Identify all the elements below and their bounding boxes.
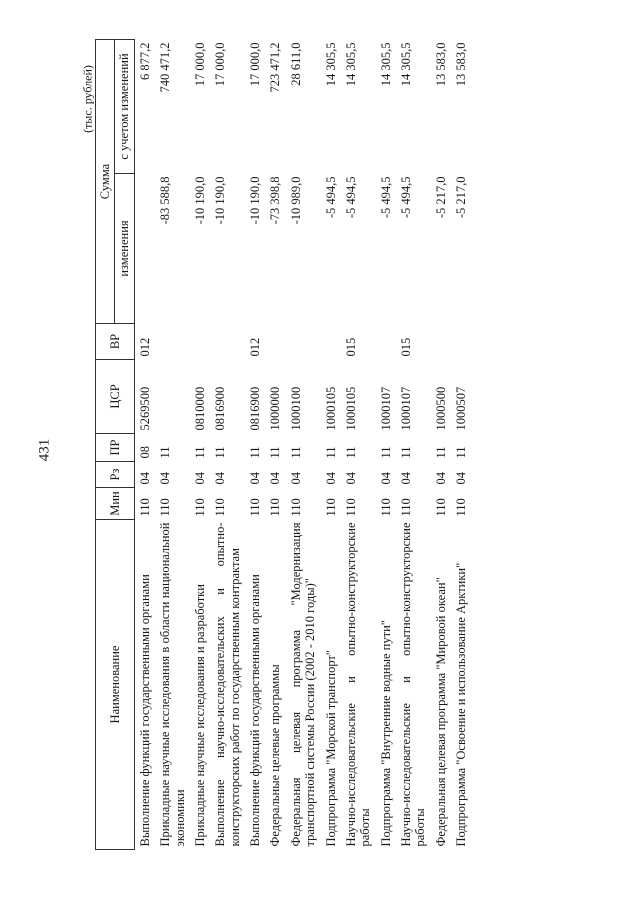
row-rz: 04: [378, 472, 393, 485]
row-changes: -5 217,0: [454, 176, 469, 219]
row-vr: 012: [248, 337, 262, 357]
row-rz: 04: [433, 472, 448, 485]
header-with-changes: с учетом изменений: [115, 40, 134, 174]
rotated-table-wrapper: [95, 40, 565, 850]
row-name: Федеральные целевые программы: [268, 664, 283, 847]
table-row: [265, 40, 285, 850]
row-name: Научно-исследовательские и опытно-конструкторские работы: [399, 522, 428, 847]
row-csr: [155, 360, 190, 434]
table-row: [210, 40, 245, 850]
row-pr: 11: [399, 446, 413, 459]
table-row: [396, 40, 431, 850]
row-total: 6 877,2: [137, 42, 152, 80]
row-vr: 012: [137, 337, 152, 357]
table-row: [451, 40, 471, 850]
row-name: Выполнение научно-исследовательских и опытно-конструкторских работ по государственным контрактам: [213, 522, 242, 847]
row-rz: 04: [399, 472, 413, 485]
row-rz: 04: [213, 472, 228, 485]
table-row: [155, 40, 190, 850]
row-min: 110: [323, 498, 338, 517]
table-body: [134, 40, 471, 850]
row-name: Федеральная целевая программа "Модернизация транспортной системы России (2002 - 2010 годы)": [288, 522, 318, 847]
row-min: 110: [213, 498, 228, 517]
row-min: 110: [248, 498, 262, 517]
row-pr: 08: [137, 446, 152, 459]
row-csr: 1000105: [323, 386, 338, 431]
row-pr: 11: [323, 446, 338, 459]
row-name: Подпрограмма "Морской транспорт": [323, 650, 338, 847]
table-row: [190, 40, 210, 850]
row-changes: -10 190,0: [248, 176, 262, 225]
row-csr: 1000500: [433, 386, 448, 431]
row-csr: 0810000: [192, 386, 207, 431]
row-name: Выполнение функций государственными органами: [137, 574, 152, 847]
row-changes: -5 217,0: [433, 176, 448, 219]
row-name: Выполнение функций государственными органами: [248, 574, 262, 847]
row-changes: -5 494,5: [378, 176, 393, 219]
row-min: 110: [288, 498, 303, 517]
table-row: [134, 40, 155, 850]
row-changes: -10 190,0: [192, 176, 207, 225]
header-min: Мин: [96, 488, 135, 520]
row-rz: 04: [343, 472, 358, 485]
row-total: 740 471,2: [158, 42, 173, 93]
row-rz: 04: [192, 472, 207, 485]
row-changes: -5 494,5: [323, 176, 338, 219]
row-pr: 11: [343, 446, 358, 459]
row-rz: 04: [137, 472, 152, 485]
header-csr: ЦСР: [96, 360, 135, 434]
row-pr: 11: [248, 446, 262, 459]
row-csr: 1000107: [399, 386, 413, 431]
header-vr: ВР: [96, 324, 135, 360]
row-name: Прикладные научные исследования и разработки: [192, 584, 207, 847]
row-min: 110: [433, 498, 448, 517]
row-changes: -10 190,0: [213, 176, 228, 225]
row-changes: -5 494,5: [343, 176, 358, 219]
row-vr: [321, 324, 341, 360]
table-row: [376, 40, 396, 850]
row-pr: 11: [192, 446, 207, 459]
row-min: 110: [268, 498, 283, 517]
row-total: 14 305,5: [378, 42, 393, 87]
row-vr: [376, 324, 396, 360]
row-total: 13 583,0: [454, 42, 469, 87]
row-total: 13 583,0: [433, 42, 448, 87]
row-csr: 0816900: [213, 386, 228, 431]
units-note: (тыс. рублей): [80, 65, 95, 133]
row-rz: 04: [158, 472, 173, 485]
row-rz: 04: [268, 472, 283, 485]
row-vr: 015: [399, 337, 413, 357]
row-rz: 04: [323, 472, 338, 485]
row-total: 17 000,0: [213, 42, 228, 87]
row-changes: -73 398,8: [268, 176, 283, 225]
table-row: [321, 40, 341, 850]
row-csr: 0816900: [248, 386, 262, 431]
row-name: Подпрограмма "Внутренние водные пути": [378, 620, 393, 847]
row-min: 110: [158, 498, 173, 517]
row-vr: [155, 324, 190, 360]
row-changes: -83 588,8: [158, 176, 173, 225]
row-total: 28 611,0: [288, 42, 303, 86]
row-name: Научно-исследовательские и опытно-конструкторские работы: [343, 522, 373, 847]
row-pr: 11: [454, 446, 469, 459]
row-pr: 11: [268, 446, 283, 459]
table-row: [341, 40, 376, 850]
row-vr: [451, 324, 471, 360]
row-total: 14 305,5: [323, 42, 338, 87]
row-changes: -10 989,0: [288, 176, 303, 225]
row-changes: -5 494,5: [399, 176, 413, 219]
row-min: 110: [192, 498, 207, 517]
row-rz: 04: [288, 472, 303, 485]
page-number: 431: [36, 438, 53, 462]
row-vr: 015: [343, 337, 358, 357]
row-name: Федеральная целевая программа "Мировой океан": [433, 577, 448, 847]
row-name: Подпрограмма "Освоение и использование Арктики": [454, 562, 469, 847]
table-row: [245, 40, 265, 850]
row-min: 110: [454, 498, 469, 517]
row-total: 14 305,5: [343, 42, 358, 87]
row-pr: 11: [378, 446, 393, 459]
row-rz: 04: [454, 472, 469, 485]
row-pr: 11: [213, 446, 228, 459]
row-min: 110: [137, 498, 152, 517]
row-pr: 11: [158, 446, 173, 459]
row-total: 14 305,5: [399, 42, 413, 87]
row-min: 110: [343, 498, 358, 517]
row-csr: 1000107: [378, 386, 393, 431]
row-total: 17 000,0: [192, 42, 207, 87]
row-vr: [286, 324, 321, 360]
row-csr: 1000000: [268, 386, 283, 431]
row-csr: 1000100: [288, 386, 303, 431]
budget-table: [95, 39, 472, 850]
table-row: [431, 40, 451, 850]
row-changes: [134, 174, 155, 324]
row-total: 723 471,2: [268, 42, 283, 93]
row-name: Прикладные научные исследования в области национальной экономики: [158, 522, 187, 847]
header-changes: изменения: [115, 174, 134, 324]
row-csr: 1000507: [454, 386, 469, 431]
row-csr: 1000105: [343, 386, 358, 431]
table-row: [286, 40, 321, 850]
header-sum: Сумма: [96, 40, 115, 324]
row-vr: [265, 324, 285, 360]
row-rz: 04: [248, 472, 262, 485]
row-pr: 11: [288, 446, 303, 459]
header-rz: Рз: [96, 462, 135, 488]
header-pr: ПР: [96, 434, 135, 462]
header-name: Наименование: [96, 520, 135, 850]
row-vr: [190, 324, 210, 360]
table-header: [96, 40, 135, 850]
row-min: 110: [399, 498, 413, 517]
row-min: 110: [378, 498, 393, 517]
row-vr: [210, 324, 245, 360]
row-csr: 5269500: [137, 386, 152, 431]
row-total: 17 000,0: [248, 42, 262, 87]
row-pr: 11: [433, 446, 448, 459]
row-vr: [431, 324, 451, 360]
